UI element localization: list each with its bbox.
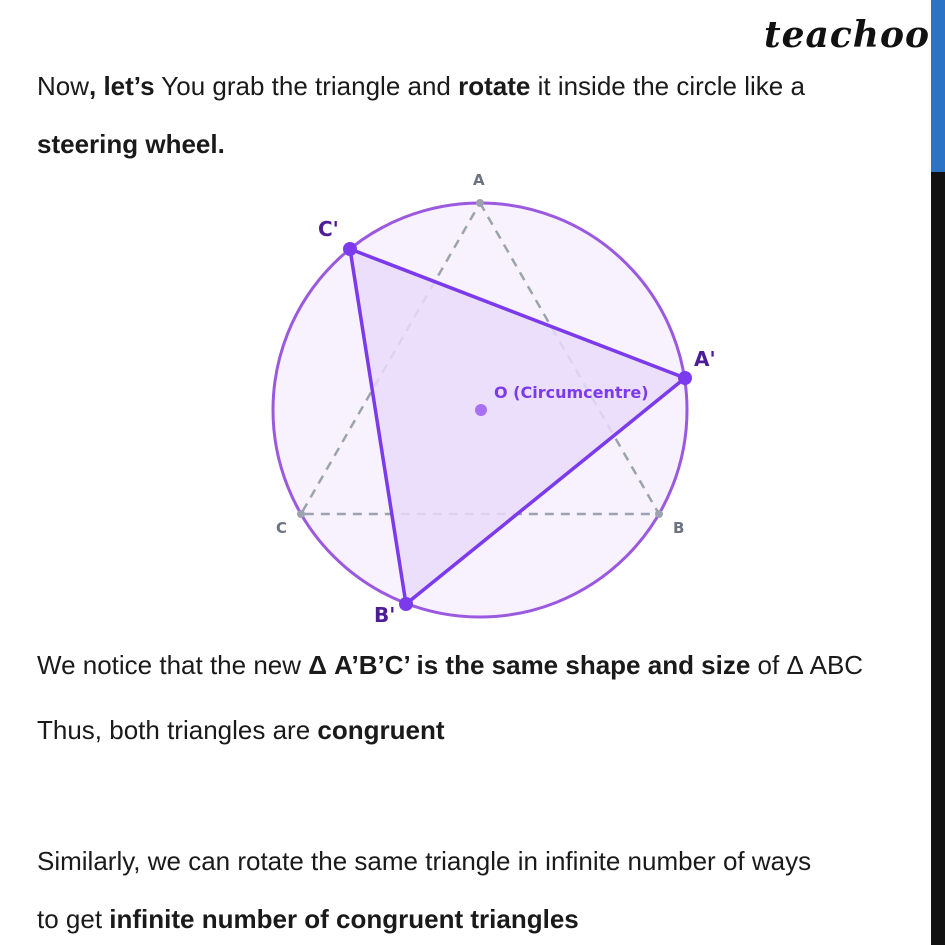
intro-line-1: Now, let’s You grab the triangle and rotate it inside the circle like a xyxy=(37,71,805,101)
label-c-prime: C' xyxy=(318,217,339,241)
point-o-circumcentre xyxy=(475,404,487,416)
point-b-prime xyxy=(399,597,413,611)
similarly-line-1: Similarly, we can rotate the same triangle in infinite number of ways xyxy=(37,846,812,876)
conclusion-line: Thus, both triangles are congruent xyxy=(37,715,445,745)
similarly-line-2: to get infinite number of congruent triangles xyxy=(37,904,579,934)
intro-line-2: steering wheel. xyxy=(37,129,225,159)
label-o-circumcentre: O (Circumcentre) xyxy=(494,383,649,402)
label-c: C xyxy=(276,519,288,537)
point-c xyxy=(297,510,305,518)
label-a: A xyxy=(473,171,485,189)
observation-line: We notice that the new Δ A’B’C’ is the same shape and size of Δ ABC xyxy=(37,650,864,680)
point-a-prime xyxy=(678,371,692,385)
teachoo-logo: teachoo xyxy=(764,14,930,56)
point-b xyxy=(655,510,663,518)
label-b: B xyxy=(673,519,685,537)
point-a xyxy=(476,199,484,207)
label-b-prime: B' xyxy=(374,603,396,627)
point-c-prime xyxy=(343,242,357,256)
label-a-prime: A' xyxy=(694,347,716,371)
